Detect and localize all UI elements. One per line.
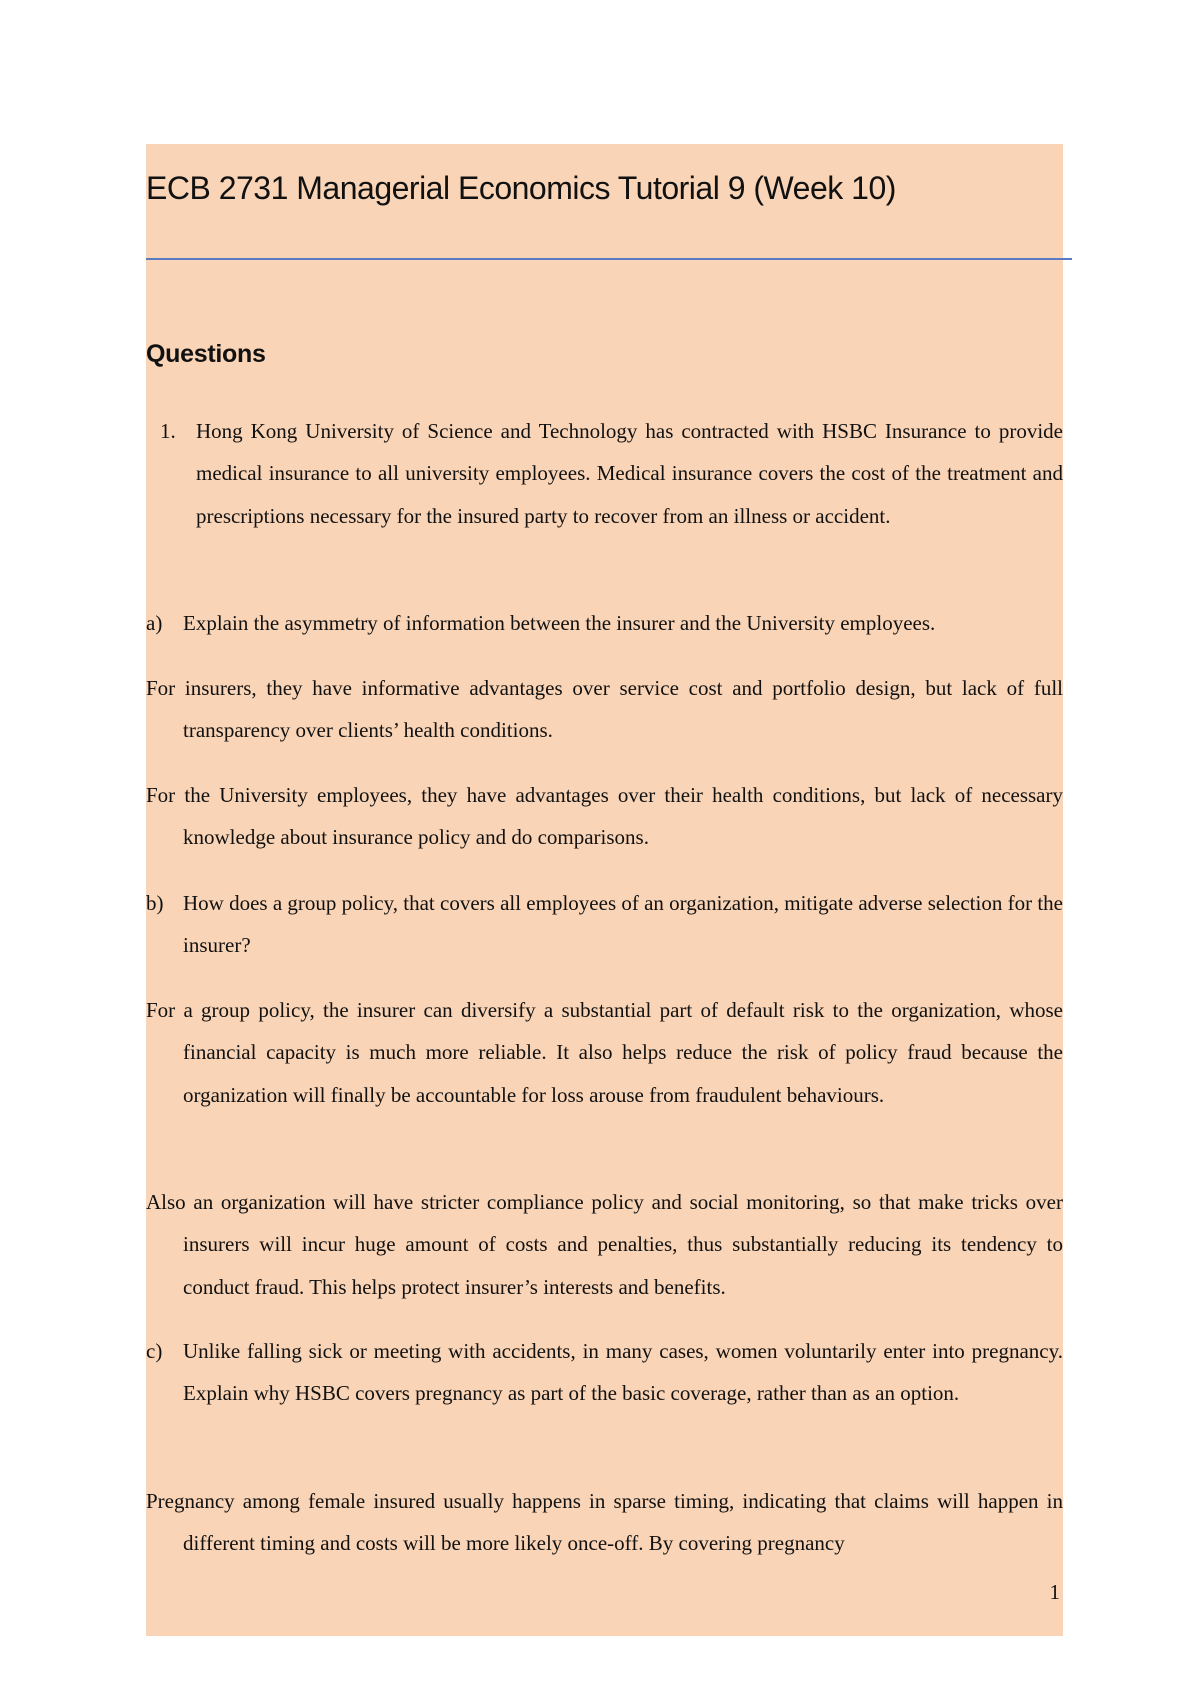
question-1-number: 1. — [160, 419, 176, 443]
answer-c-paragraph-1: Pregnancy among female insured usually happens in sparse timing, indicating that claims will happen in different timing and costs will be more likely once-off. By covering pregnancy — [146, 1489, 1063, 1556]
answer-a-paragraph-1: For insurers, they have informative advantages over service cost and portfolio design, but lack of full transparency over clients’ health conditions. — [146, 676, 1063, 743]
part-b-question — [146, 882, 1063, 967]
section-heading: Questions — [146, 340, 266, 368]
page-number: 1 — [1049, 1580, 1060, 1604]
question-1-text: Hong Kong University of Science and Technology has contracted with HSBC Insurance to provide medical insurance to all university employees. Medical insurance covers the cost of the treatment and prescriptions necessary for the insured party to recover from an illness or accident. — [196, 419, 1063, 528]
title-underline — [146, 258, 1072, 260]
document-title: ECB 2731 Managerial Economics Tutorial 9 (Week 10) — [146, 170, 896, 206]
question-1 — [146, 410, 1063, 537]
answer-b-paragraph-2: Also an organization will have stricter compliance policy and social monitoring, so that make tricks over insurers will incur huge amount of costs and penalties, thus substantially reducing its tendency to conduct fraud. This helps protect insurer’s interests and benefits. — [146, 1190, 1063, 1299]
part-a-label: a) — [146, 611, 163, 635]
part-b-text: How does a group policy, that covers all employees of an organization, mitigate adverse selection for the insurer? — [183, 891, 1063, 958]
part-a-text: Explain the asymmetry of information between the insurer and the University employees. — [183, 611, 936, 635]
part-b-label: b) — [146, 891, 164, 915]
answer-b-paragraph-1: For a group policy, the insurer can diversify a substantial part of default risk to the organization, whose financial capacity is much more reliable. It also helps reduce the risk of policy fraud because the organization will finally be accountable for loss arouse from fraudulent behaviours. — [146, 998, 1063, 1107]
answer-a-paragraph-2: For the University employees, they have advantages over their health conditions, but lack of necessary knowledge about insurance policy and do comparisons. — [146, 783, 1063, 850]
part-c-question — [146, 1330, 1063, 1415]
part-a-question — [146, 602, 1063, 644]
part-c-label: c) — [146, 1339, 163, 1363]
part-c-text: Unlike falling sick or meeting with accidents, in many cases, women voluntarily enter into pregnancy. Explain why HSBC covers pregnancy as part of the basic coverage, rather than as an option. — [183, 1339, 1063, 1406]
